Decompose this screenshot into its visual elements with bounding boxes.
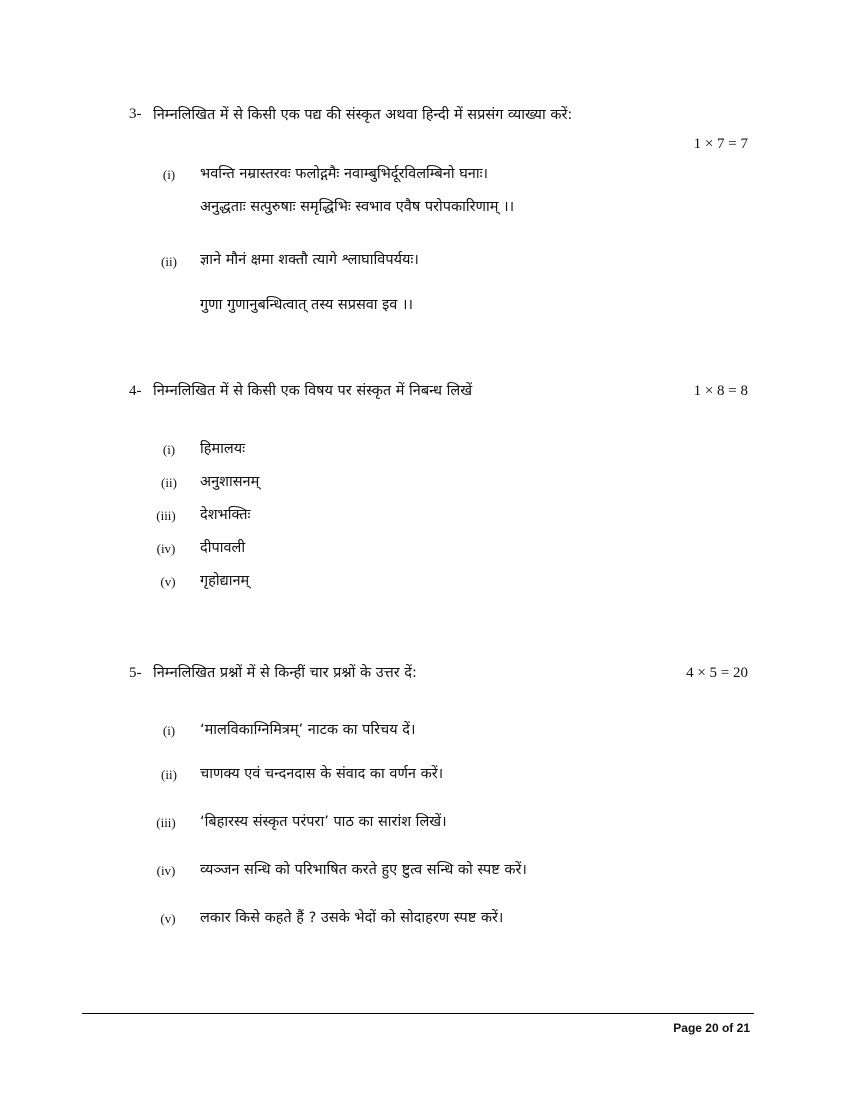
question-marks: 4 × 5 = 20 [686,665,748,681]
item-numeral: (ii) [161,254,177,269]
short-question: चाणक्य एवं चन्दनदास के संवाद का वर्णन करें। [200,766,444,782]
question-number: 3- [129,106,142,122]
question-text: निम्नलिखित में से किसी एक पद्य की संस्कृत अथवा हिन्दी में सप्रसंग व्याख्या करें: [153,107,573,123]
item-numeral: (i) [162,442,176,457]
item-numeral: (iv) [156,541,176,556]
item-numeral: (iv) [156,863,176,878]
question-number: 4- [129,383,142,399]
item-numeral: (iii) [156,815,176,830]
item-numeral: (i) [162,167,176,182]
item-numeral: (i) [162,723,176,738]
question-marks: 1 × 8 = 8 [693,383,748,399]
essay-topic: गृहोद्यानम् [200,573,250,589]
verse-line: गुणा गुणानुबन्धित्वात् तस्य सप्रसवा इव ।। [200,297,413,313]
question-number: 5- [129,665,142,681]
item-numeral: (v) [160,574,176,589]
page-number: Page 20 of 21 [673,1021,750,1035]
question-text: निम्नलिखित में से किसी एक विषय पर संस्कृत में निबन्ध लिखें [153,383,473,399]
short-question: व्यञ्जन सन्धि को परिभाषित करते हुए ष्टुत्व सन्धि को स्पष्ट करें। [200,862,527,878]
essay-topic: देशभक्तिः [200,507,251,523]
verse-line: ज्ञाने मौनं क्षमा शक्तौ त्यागे श्लाघाविपर्ययः। [200,252,419,268]
essay-topic: दीपावली [200,540,246,556]
short-question: लकार किसे कहते हैं ? उसके भेदों को सोदाहरण स्पष्ट करें। [200,910,504,926]
question-text: निम्नलिखित प्रश्नों में से किन्हीं चार प्रश्नों के उत्तर दें: [153,665,417,681]
essay-topic: अनुशासनम् [200,474,260,490]
essay-topic: हिमालयः [200,441,246,457]
short-question: ‘बिहारस्य संस्कृत परंपरा’ पाठ का सारांश लिखें। [200,814,447,830]
verse-line: भवन्ति नम्रास्तरवः फलोद्गमैः नवाम्बुभिर्दूरविलम्बिनो घनाः। [200,166,489,182]
item-numeral: (v) [160,911,176,926]
item-numeral: (ii) [161,475,177,490]
item-numeral: (iii) [156,508,176,523]
footer-divider [82,1013,754,1014]
question-marks: 1 × 7 = 7 [693,136,748,152]
item-numeral: (ii) [161,767,177,782]
short-question: ‘मालविकाग्निमित्रम्’ नाटक का परिचय दें। [200,722,416,738]
verse-line: अनुद्धताः सत्पुरुषाः समृद्धिभिः स्वभाव एवैष परोपकारिणाम् ।। [200,199,515,215]
